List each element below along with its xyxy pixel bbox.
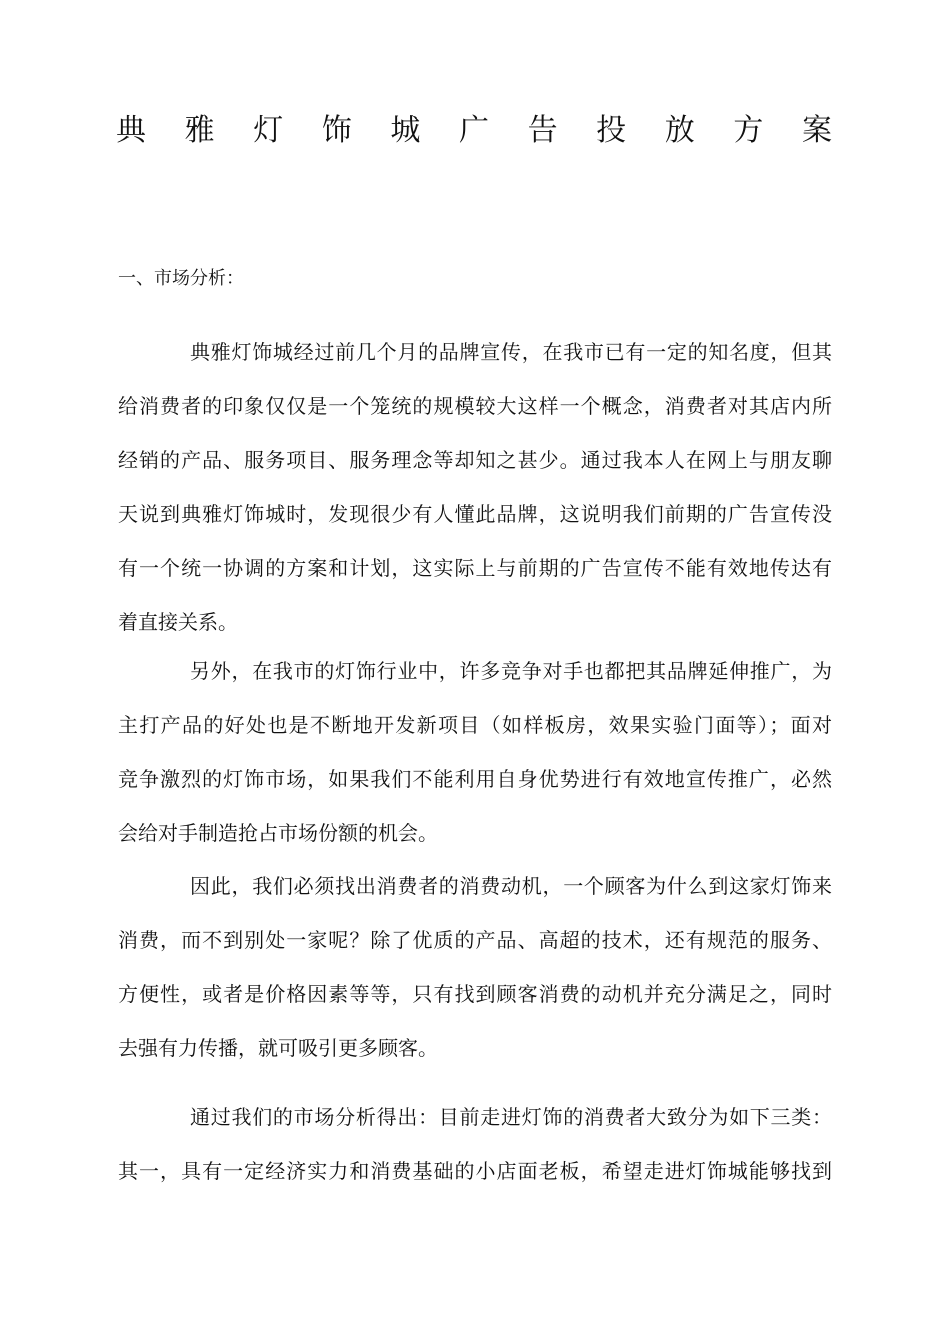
title-char: 放 xyxy=(664,113,695,148)
title-char: 广 xyxy=(458,113,489,148)
title-char: 案 xyxy=(801,113,832,148)
title-char: 方 xyxy=(733,113,764,148)
paragraph-line: 会给对手制造抢占市场份额的机会。 xyxy=(118,821,438,845)
paragraph-line: 着直接关系。 xyxy=(118,610,238,634)
paragraph-line: 经销的产品、服务项目、服务理念等却知之甚少。通过我本人在网上与朋友聊 xyxy=(118,448,832,472)
title-char: 典 xyxy=(116,113,146,148)
section-heading-market-analysis: 一、市场分析： xyxy=(118,268,244,289)
paragraph-line: 竞争激烈的灯饰市场，如果我们不能利用自身优势进行有效地宣传推广，必然 xyxy=(118,767,832,791)
paragraph-line: 典雅灯饰城经过前几个月的品牌宣传，在我市已有一定的知名度，但其 xyxy=(190,340,832,364)
title-char: 告 xyxy=(527,113,558,148)
paragraph-line: 因此，我们必须找出消费者的消费动机，一个顾客为什么到这家灯饰来 xyxy=(190,874,832,898)
title-char: 灯 xyxy=(253,113,284,148)
paragraph-line: 消费，而不到别处一家呢？除了优质的产品、高超的技术，还有规范的服务、 xyxy=(118,928,832,952)
paragraph-line: 主打产品的好处也是不断地开发新项目（如样板房，效果实验门面等）；面对 xyxy=(118,713,832,737)
paragraph-brand-awareness xyxy=(118,325,832,649)
paragraph-line: 有一个统一协调的方案和计划，这实际上与前期的广告宣传不能有效地传达有 xyxy=(118,556,832,580)
title-char: 城 xyxy=(390,113,421,148)
paragraph-line: 其一，具有一定经济实力和消费基础的小店面老板，希望走进灯饰城能够找到 xyxy=(118,1159,832,1183)
title-char: 饰 xyxy=(321,113,352,148)
paragraph-line: 通过我们的市场分析得出：目前走进灯饰的消费者大致分为如下三类： xyxy=(190,1105,832,1129)
title-char: 投 xyxy=(596,113,627,148)
paragraph-line: 去强有力传播，就可吸引更多顾客。 xyxy=(118,1036,438,1060)
paragraph-line: 给消费者的印象仅仅是一个笼统的规模较大这样一个概念，消费者对其店内所 xyxy=(118,394,832,418)
paragraph-line: 天说到典雅灯饰城时，发现很少有人懂此品牌，这说明我们前期的广告宣传没 xyxy=(118,502,832,526)
paragraph-consumer-categories xyxy=(118,1090,832,1198)
paragraph-line: 方便性，或者是价格因素等等，只有找到顾客消费的动机并充分满足之，同时 xyxy=(118,982,832,1006)
document-title xyxy=(116,108,832,154)
title-char: 雅 xyxy=(184,113,215,148)
paragraph-competition xyxy=(118,644,832,860)
paragraph-line: 另外，在我市的灯饰行业中，许多竞争对手也都把其品牌延伸推广，为 xyxy=(190,659,832,683)
paragraph-consumer-motivation xyxy=(118,859,832,1075)
